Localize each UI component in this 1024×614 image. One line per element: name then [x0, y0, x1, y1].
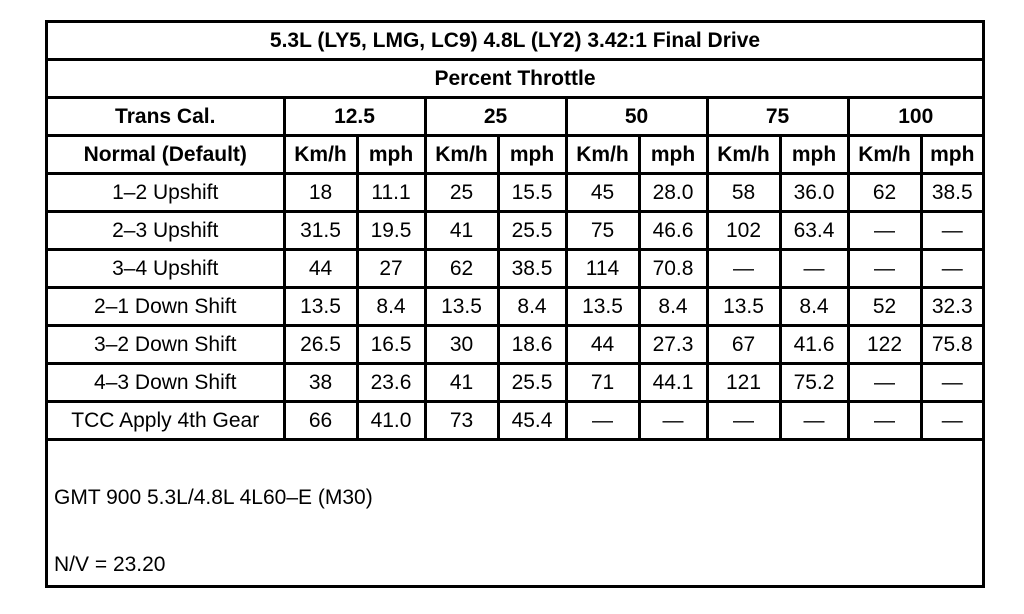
table-cell: 25.5 — [498, 364, 566, 402]
table-cell: 41 — [425, 212, 498, 250]
unit-header: Km/h — [707, 136, 780, 174]
table-cell: 19.5 — [357, 212, 425, 250]
table-cell: 41.0 — [357, 402, 425, 440]
table-cell: 75 — [566, 212, 639, 250]
throttle-header: 75 — [707, 98, 848, 136]
table-cell: 8.4 — [639, 288, 707, 326]
table-cell: 38.5 — [921, 174, 982, 212]
table-cell: 36.0 — [780, 174, 848, 212]
unit-header: mph — [357, 136, 425, 174]
unit-header: mph — [639, 136, 707, 174]
throttle-header: 12.5 — [284, 98, 425, 136]
table-cell: 30 — [425, 326, 498, 364]
table-cell: — — [921, 212, 982, 250]
row-label: 2–3 Upshift — [48, 212, 284, 250]
table-cell: — — [848, 402, 921, 440]
row-label: 4–3 Down Shift — [48, 364, 284, 402]
table-row — [48, 174, 982, 212]
row-label: 3–2 Down Shift — [48, 326, 284, 364]
table-cell: — — [921, 364, 982, 402]
table-cell: 27 — [357, 250, 425, 288]
table-cell: — — [707, 402, 780, 440]
table-cell: 27.3 — [639, 326, 707, 364]
table-cell: 122 — [848, 326, 921, 364]
table-footer — [48, 478, 982, 585]
table-cell: 114 — [566, 250, 639, 288]
model-note: GMT 900 5.3L/4.8L 4L60–E (M30) — [54, 486, 373, 509]
table-cell: 75.8 — [921, 326, 982, 364]
table-cell: 62 — [425, 250, 498, 288]
table-cell: 62 — [848, 174, 921, 212]
unit-header: Km/h — [425, 136, 498, 174]
table-cell: 45.4 — [498, 402, 566, 440]
table-cell: 121 — [707, 364, 780, 402]
table-cell: 44.1 — [639, 364, 707, 402]
table-cell: — — [639, 402, 707, 440]
table-cell: 102 — [707, 212, 780, 250]
table-cell: 8.4 — [498, 288, 566, 326]
table-cell: — — [848, 250, 921, 288]
unit-header: Km/h — [284, 136, 357, 174]
table-cell: 58 — [707, 174, 780, 212]
table-cell: — — [780, 402, 848, 440]
unit-header: Km/h — [566, 136, 639, 174]
unit-header: mph — [498, 136, 566, 174]
table-cell: 63.4 — [780, 212, 848, 250]
table-cell: 75.2 — [780, 364, 848, 402]
table-cell: 38 — [284, 364, 357, 402]
row-label: 2–1 Down Shift — [48, 288, 284, 326]
trans-cal-header: Trans Cal. — [48, 98, 284, 136]
table-cell: 46.6 — [639, 212, 707, 250]
throttle-header: 50 — [566, 98, 707, 136]
table-cell: — — [921, 402, 982, 440]
table-cell: — — [848, 364, 921, 402]
throttle-header: 100 — [848, 98, 982, 136]
table-cell: 13.5 — [707, 288, 780, 326]
row-label: 1–2 Upshift — [48, 174, 284, 212]
table-cell: 31.5 — [284, 212, 357, 250]
table-cell: — — [780, 250, 848, 288]
table-cell: 45 — [566, 174, 639, 212]
table-cell: — — [566, 402, 639, 440]
table-row — [48, 364, 982, 402]
table-row — [48, 250, 982, 288]
table-cell: 28.0 — [639, 174, 707, 212]
table-cell: 38.5 — [498, 250, 566, 288]
table-cell: 13.5 — [566, 288, 639, 326]
table-cell: 13.5 — [425, 288, 498, 326]
table-cell: 23.6 — [357, 364, 425, 402]
table-cell: 18.6 — [498, 326, 566, 364]
shift-speed-table — [48, 23, 982, 441]
nv-ratio-note: N/V = 23.20 — [54, 553, 166, 576]
table-row — [48, 212, 982, 250]
unit-header: mph — [921, 136, 982, 174]
table-cell: 8.4 — [357, 288, 425, 326]
normal-default-label: Normal (Default) — [48, 136, 284, 174]
table-cell: 25 — [425, 174, 498, 212]
shift-speed-table-frame — [45, 20, 985, 588]
table-row — [48, 288, 982, 326]
table-cell: 41 — [425, 364, 498, 402]
table-cell: 32.3 — [921, 288, 982, 326]
table-cell: 71 — [566, 364, 639, 402]
table-cell: — — [848, 212, 921, 250]
table-cell: 8.4 — [780, 288, 848, 326]
table-cell: 26.5 — [284, 326, 357, 364]
table-cell: 70.8 — [639, 250, 707, 288]
table-cell: 44 — [566, 326, 639, 364]
table-cell: 11.1 — [357, 174, 425, 212]
table-cell: 13.5 — [284, 288, 357, 326]
table-cell: 18 — [284, 174, 357, 212]
table-cell: — — [707, 250, 780, 288]
row-label: TCC Apply 4th Gear — [48, 402, 284, 440]
table-row — [48, 402, 982, 440]
unit-header: mph — [780, 136, 848, 174]
table-cell: 41.6 — [780, 326, 848, 364]
table-cell: 73 — [425, 402, 498, 440]
table-cell: 67 — [707, 326, 780, 364]
table-cell: 16.5 — [357, 326, 425, 364]
row-label: 3–4 Upshift — [48, 250, 284, 288]
unit-header: Km/h — [848, 136, 921, 174]
table-subtitle: Percent Throttle — [48, 60, 982, 98]
table-cell: 15.5 — [498, 174, 566, 212]
table-cell: 66 — [284, 402, 357, 440]
table-cell: 25.5 — [498, 212, 566, 250]
table-row — [48, 326, 982, 364]
table-title: 5.3L (LY5, LMG, LC9) 4.8L (LY2) 3.42:1 Final Drive — [48, 23, 982, 60]
throttle-header: 25 — [425, 98, 566, 136]
table-cell: 44 — [284, 250, 357, 288]
table-cell: — — [921, 250, 982, 288]
table-cell: 52 — [848, 288, 921, 326]
